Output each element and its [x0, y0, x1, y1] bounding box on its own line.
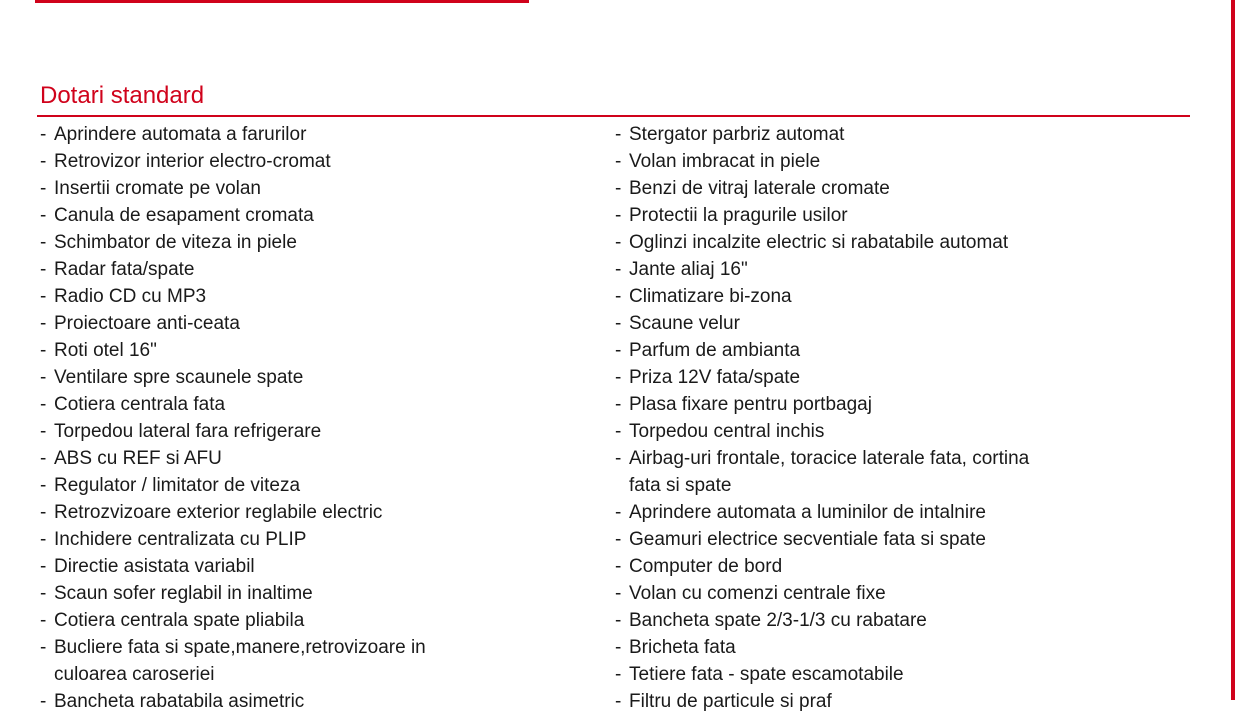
feature-text: Directie asistata variabil [54, 556, 255, 577]
feature-item [615, 499, 1135, 526]
feature-text: Inchidere centralizata cu PLIP [54, 529, 307, 550]
feature-text: Volan imbracat in piele [629, 151, 821, 172]
list-dash: - [40, 448, 47, 469]
feature-text: Computer de bord [629, 556, 783, 577]
feature-item [40, 175, 560, 202]
list-dash: - [615, 340, 622, 361]
feature-item [615, 364, 1135, 391]
feature-text: Radio CD cu MP3 [54, 286, 207, 307]
feature-item [40, 688, 560, 715]
feature-text: Parfum de ambianta [629, 340, 801, 361]
list-dash: - [615, 610, 622, 631]
feature-text: Torpedou lateral fara refrigerare [54, 421, 322, 442]
list-dash: - [40, 151, 47, 172]
feature-text: Volan cu comenzi centrale fixe [629, 583, 886, 604]
list-dash: - [40, 637, 47, 658]
feature-text: Retrozvizoare exterior reglabile electric [54, 502, 383, 523]
feature-item [615, 256, 1135, 283]
feature-item [40, 526, 560, 553]
feature-text: Priza 12V fata/spate [629, 367, 801, 388]
list-dash: - [40, 124, 47, 145]
feature-text: Canula de esapament cromata [54, 205, 314, 226]
feature-item [40, 202, 560, 229]
feature-item [615, 121, 1135, 148]
feature-item [615, 391, 1135, 418]
list-dash: - [615, 205, 622, 226]
feature-item [40, 121, 560, 148]
feature-item [40, 391, 560, 418]
list-dash: - [40, 583, 47, 604]
list-dash: - [40, 421, 47, 442]
right-red-border [1231, 0, 1235, 700]
feature-text: Proiectoare anti-ceata [54, 313, 240, 334]
feature-text: Filtru de particule si praf [629, 691, 832, 712]
list-dash: - [40, 313, 47, 334]
feature-text: Benzi de vitraj laterale cromate [629, 178, 890, 199]
feature-text: Roti otel 16" [54, 340, 157, 361]
list-dash: - [40, 286, 47, 307]
feature-text: Scaun sofer reglabil in inaltime [54, 583, 313, 604]
feature-item [40, 337, 560, 364]
feature-text: Bancheta rabatabila asimetric [54, 691, 305, 712]
feature-text: culoarea caroseriei [54, 664, 215, 685]
feature-text: Aprindere automata a luminilor de intalnire [629, 502, 986, 523]
list-dash: - [615, 583, 622, 604]
feature-text: Torpedou central inchis [629, 421, 825, 442]
section-title: Dotari standard [40, 82, 205, 109]
feature-item [615, 634, 1135, 661]
feature-item [615, 148, 1135, 175]
list-dash: - [40, 394, 47, 415]
list-dash: - [615, 124, 622, 145]
list-dash: - [40, 367, 47, 388]
feature-item [40, 283, 560, 310]
feature-text: Bancheta spate 2/3-1/3 cu rabatare [629, 610, 927, 631]
list-dash: - [615, 421, 622, 442]
feature-item [40, 607, 560, 634]
right-feature-list [615, 121, 1135, 715]
list-dash: - [40, 205, 47, 226]
list-dash: - [615, 259, 622, 280]
feature-text: Stergator parbriz automat [629, 124, 845, 145]
feature-text: ABS cu REF si AFU [54, 448, 222, 469]
feature-text: Bricheta fata [629, 637, 736, 658]
feature-text: Schimbator de viteza in piele [54, 232, 297, 253]
feature-item [615, 310, 1135, 337]
feature-item [40, 472, 560, 499]
feature-text: Oglinzi incalzite electric si rabatabile automat [629, 232, 1009, 253]
section-title-underline [37, 115, 1190, 117]
feature-text: Retrovizor interior electro-cromat [54, 151, 331, 172]
feature-text: Cotiera centrala fata [54, 394, 226, 415]
feature-text: Scaune velur [629, 313, 740, 334]
feature-item [615, 283, 1135, 310]
feature-text: Ventilare spre scaunele spate [54, 367, 304, 388]
feature-item [40, 256, 560, 283]
feature-item [40, 580, 560, 607]
list-dash: - [615, 151, 622, 172]
feature-item [40, 499, 560, 526]
feature-text: Protectii la pragurile usilor [629, 205, 848, 226]
list-dash: - [615, 232, 622, 253]
left-feature-list [40, 121, 560, 715]
list-dash: - [40, 529, 47, 550]
feature-text: Bucliere fata si spate,manere,retrovizoare in [54, 637, 426, 658]
feature-item [615, 229, 1135, 256]
list-dash: - [615, 178, 622, 199]
feature-item [40, 634, 560, 688]
list-dash: - [615, 664, 622, 685]
list-dash: - [615, 367, 622, 388]
list-dash: - [40, 610, 47, 631]
list-dash: - [615, 502, 622, 523]
feature-item [40, 553, 560, 580]
feature-text: fata si spate [629, 475, 732, 496]
list-dash: - [615, 313, 622, 334]
feature-item [615, 202, 1135, 229]
list-dash: - [40, 340, 47, 361]
list-dash: - [40, 691, 47, 712]
feature-item [615, 445, 1135, 499]
feature-item [615, 418, 1135, 445]
list-dash: - [40, 556, 47, 577]
feature-item [615, 175, 1135, 202]
feature-text: Regulator / limitator de viteza [54, 475, 301, 496]
feature-item [40, 364, 560, 391]
list-dash: - [615, 556, 622, 577]
feature-item [615, 553, 1135, 580]
feature-item [40, 445, 560, 472]
feature-text: Jante aliaj 16" [629, 259, 748, 280]
feature-text: Cotiera centrala spate pliabila [54, 610, 305, 631]
feature-text: Tetiere fata - spate escamotabile [629, 664, 904, 685]
feature-text: Geamuri electrice secventiale fata si spate [629, 529, 986, 550]
feature-text: Climatizare bi-zona [629, 286, 792, 307]
top-red-rule [35, 0, 529, 3]
list-dash: - [40, 475, 47, 496]
list-dash: - [615, 286, 622, 307]
feature-item [615, 580, 1135, 607]
feature-text: Airbag-uri frontale, toracice laterale fata, cortina [629, 448, 1030, 469]
list-dash: - [615, 691, 622, 712]
feature-text: Radar fata/spate [54, 259, 195, 280]
feature-item [40, 148, 560, 175]
feature-text: Plasa fixare pentru portbagaj [629, 394, 872, 415]
feature-item [615, 661, 1135, 688]
feature-item [615, 607, 1135, 634]
list-dash: - [40, 178, 47, 199]
feature-text: Insertii cromate pe volan [54, 178, 261, 199]
list-dash: - [615, 448, 622, 469]
list-dash: - [40, 232, 47, 253]
feature-item [615, 337, 1135, 364]
feature-item [615, 688, 1135, 715]
list-dash: - [40, 259, 47, 280]
list-dash: - [40, 502, 47, 523]
feature-text: Aprindere automata a farurilor [54, 124, 307, 145]
feature-item [40, 418, 560, 445]
list-dash: - [615, 394, 622, 415]
feature-item [40, 310, 560, 337]
list-dash: - [615, 637, 622, 658]
feature-item [40, 229, 560, 256]
list-dash: - [615, 529, 622, 550]
feature-item [615, 526, 1135, 553]
